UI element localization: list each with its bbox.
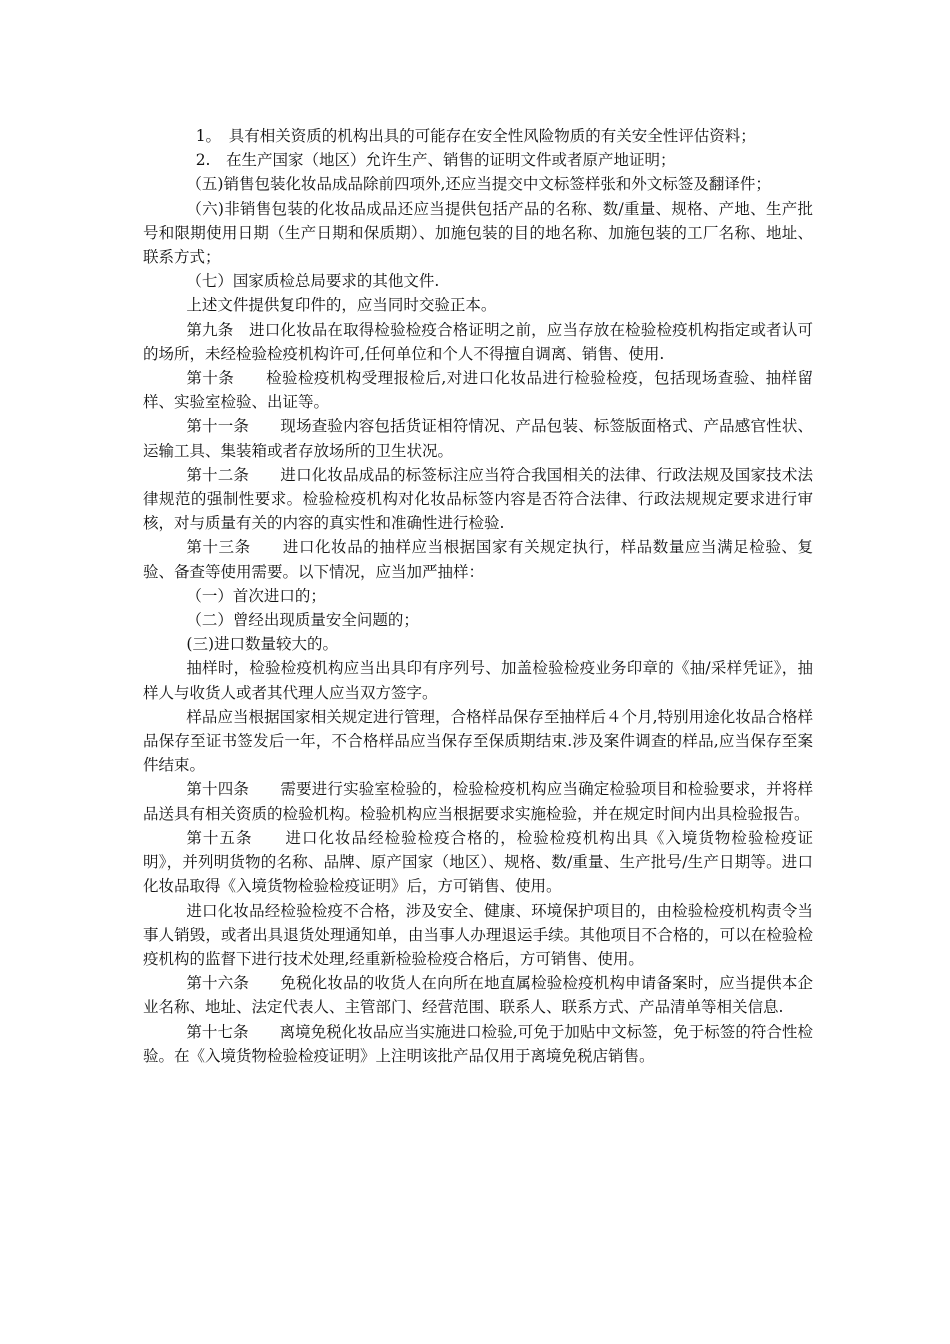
paragraph-article-14: 第十四条 需要进行实验室检验的，检验检疫机构应当确定检验项目和检验要求，并将样品送具有相关资质的检验机构。检验机构应当根据要求实施检验，并在规定时间内出具检验报告。 [143, 780, 813, 823]
paragraph-article-12: 第十二条 进口化妆品成品的标签标注应当符合我国相关的法律、行政法规及国家技术法律规范的强制性要求。检验检疫机构对化妆品标签内容是否符合法律、行政法规规定要求进行审核，对与质量有关的内容的真实性和准确性进行检验. [143, 465, 813, 533]
paragraph-article-8-5: （五)销售包装化妆品成品除前四项外,还应当提交中文标签样张和外文标签及翻译件； [186, 175, 771, 194]
paragraph-nonconforming: 进口化妆品经检验检疫不合格，涉及安全、健康、环境保护项目的，由检验检疫机构责令当事人销毁，或者出具退货处理通知单，由当事人办理退运手续。其他项目不合格的，可以在检验检疫机构的监督下进行技术处理,经重新检验检疫合格后，方可销售、使用。 [143, 901, 813, 968]
paragraph-sample-retention: 样品应当根据国家相关规定进行管理，合格样品保存至抽样后４个月,特别用途化妆品合格样品保存至证书签发后一年，不合格样品应当保存至保质期结束.涉及案件调查的样品,应当保存至案件结束。 [143, 707, 813, 775]
paragraph-article-13-2: （二）曾经出现质量安全问题的； [186, 611, 419, 630]
paragraph-copy-note: 上述文件提供复印件的，应当同时交验正本。 [186, 296, 497, 315]
paragraph-sampling: 抽样时，检验检疫机构应当出具印有序列号、加盖检验检疫业务印章的《抽/采样凭证》，抽样人与收货人或者其代理人应当双方签字。 [143, 659, 813, 702]
paragraph-article-13-3: (三)进口数量较大的。 [186, 635, 338, 654]
paragraph-article-17: 第十七条 离境免税化妆品应当实施进口检验,可免于加贴中文标签，免于标签的符合性检验。在《入境货物检验检疫证明》上注明该批产品仅用于离境免税店销售。 [143, 1022, 813, 1065]
paragraph-article-8-7: （七）国家质检总局要求的其他文件. [186, 272, 440, 291]
paragraph-item-1: 1。 具有相关资质的机构出具的可能存在安全性风险物质的有关安全性评估资料； [195, 127, 756, 145]
paragraph-article-10: 第十条 检验检疫机构受理报检后,对进口化妆品进行检验检疫，包括现场查验、抽样留样、实验室检验、出证等。 [143, 369, 813, 412]
paragraph-article-16: 第十六条 免税化妆品的收货人在向所在地直属检验检疫机构申请备案时，应当提供本企业名称、地址、法定代表人、主管部门、经营范围、联系人、联系方式、产品清单等相关信息. [143, 974, 813, 1017]
paragraph-item-2: 2. 在生产国家（地区）允许生产、销售的证明文件或者原产地证明； [195, 151, 676, 170]
document-body [143, 124, 813, 1068]
paragraph-article-9: 第九条 进口化妆品在取得检验检疫合格证明之前，应当存放在检验检疫机构指定或者认可的场所，未经检验检疫机构许可,任何单位和个人不得擅自调离、销售、使用. [143, 320, 813, 363]
paragraph-article-15: 第十五条 进口化妆品经检验检疫合格的，检验检疫机构出具《入境货物检验检疫证明》，并列明货物的名称、品牌、原产国家（地区）、规格、数/重量、生产批号/生产日期等。进口化妆品取得《入境货物检验检疫证明》后，方可销售、使用。 [143, 828, 813, 896]
paragraph-article-8-6: （六)非销售包装的化妆品成品还应当提供包括产品的名称、数/重量、规格、产地、生产批号和限期使用日期（生产日期和保质期）、加施包装的目的地名称、加施包装的工厂名称、地址、联系方式； [143, 199, 813, 267]
paragraph-article-13: 第十三条 进口化妆品的抽样应当根据国家有关规定执行，样品数量应当满足检验、复验、备查等使用需要。以下情况，应当加严抽样： [143, 538, 813, 581]
paragraph-article-13-1: （一）首次进口的； [186, 586, 326, 605]
paragraph-article-11: 第十一条 现场查验内容包括货证相符情况、产品包装、标签版面格式、产品感官性状、运输工具、集装箱或者存放场所的卫生状况。 [143, 417, 813, 460]
